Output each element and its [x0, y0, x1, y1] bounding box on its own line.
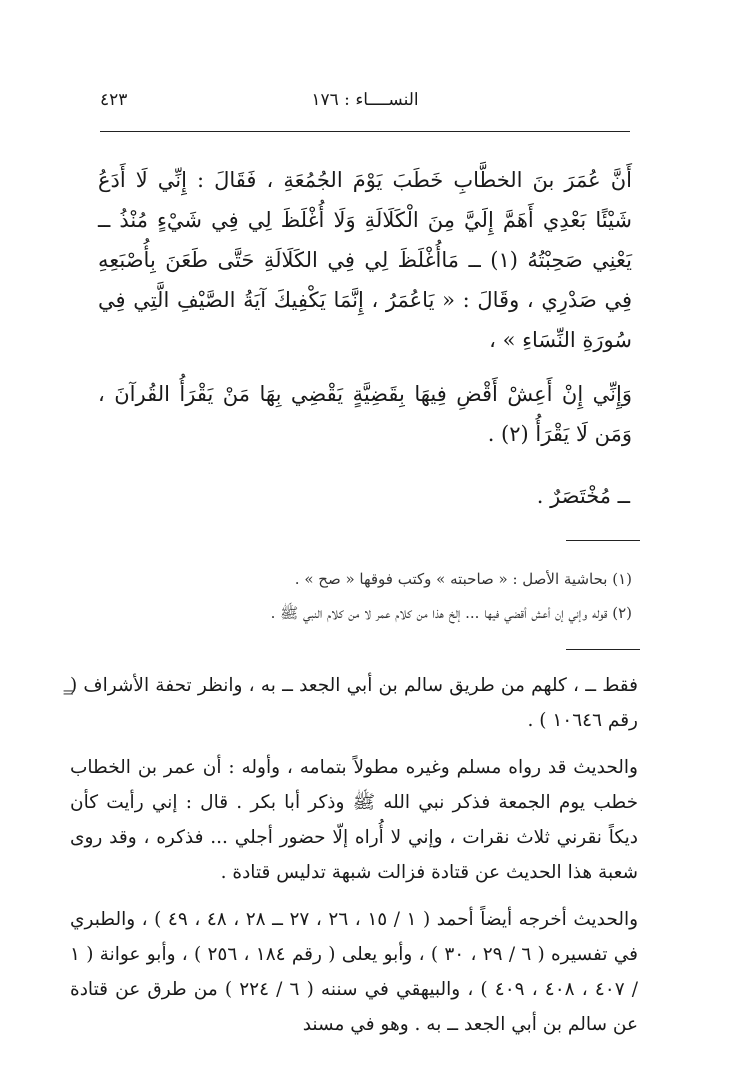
header-divider [100, 131, 630, 132]
commentary-divider [566, 649, 640, 650]
commentary [70, 668, 638, 1054]
footnotes [98, 562, 632, 630]
page-number: ٤٢٣ [100, 90, 128, 110]
hadith-paragraph: أَنَّ عُمَرَ بنَ الخطَّابِ خَطَبَ يَوْمَ الجُمُعَةِ ، فَقَالَ : إِنِّي لَا أَدَعُ شَيْئًا بَعْدِي أَهَمَّ إِلَيَّ مِنَ الْكَلَالَةِ وَلَا أُغْلَظَ لِي فِي شَيْءٍ مُنْذُ ــ يَعْنِي صَحِبْتُهُ (١) ــ مَاأُغْلَظَ لِي فِي الكَلَالَةِ حَتَّى طَعَنَ بِأُصْبَعِهِ فِي صَدْرِي ، وقَالَ : « يَاعُمَرُ ، إِنَّمَا يَكْفِيكَ آيَةُ الصَّيْفِ الَّتِي فِي سُورَةِ النِّسَاءِ » ، [98, 168, 632, 352]
hadith-grade: ــ مُخْتَصَرٌ . [536, 484, 630, 508]
hadith-paragraph: وَإِنِّي إِنْ أَعِشْ أَقْضِ فِيهَا بِقَضِيَّةٍ يَقْضِي بِهَا مَنْ يَقْرَأُ القُرآنَ ، وَمَن لَا يَقْرَأُ (٢) . [98, 382, 632, 446]
commentary-paragraph: والحديث قد رواه مسلم وغيره مطولاً بتمامه ، وأوله : أن عمر بن الخطاب خطب يوم الجمعة فذكر نبي الله ﷺ وذكر أبا بكر . قال : إني رأيت كأن ديكاً نقرني ثلاث نقرات ، وإني لا أُراه إلّا حضور أجلي ... فذكره ، وقد روى شعبة هذا الحديث عن قتادة فزالت شبهة تدليس قتادة . [70, 757, 638, 883]
running-header [100, 86, 630, 116]
footnote-2: (٢) قوله وإني إن أعش أقضي فيها ... إلخ هذا من كلام عمر لا من كلام النبي ﷺ . [270, 604, 632, 622]
footnote-1: (١) بحاشية الأصل : « صاحبته » وكتب فوقها « صح » . [294, 570, 632, 588]
commentary-paragraph: والحديث أخرجه أيضاً أحمد ( ١ / ١٥ ، ٢٦ ، ٢٧ ــ ٢٨ ، ٤٨ ، ٤٩ ) ، والطبري في تفسيره ( ٦ / ٢٩ ، ٣٠ ) ، وأبو يعلى ( رقم ١٨٤ ، ٢٥٦ ) ، وأبو عوانة ( ١ / ٤٠٧ ، ٤٠٨ ، ٤٠٩ ) ، والبيهقي في سننه ( ٦ / ٢٢٤ ) من طرق عن قتادة عن سالم بن أبي الجعد ــ به . وهو في مسند [70, 909, 639, 1035]
commentary-paragraph: فقط ــ ، كلهم من طريق سالم بن أبي الجعد ــ به ، وانظر تحفة الأشراف ( رقم ١٠٦٤٦ ) . [70, 675, 638, 731]
surah-verse-title: النســــاء : ١٧٦ [311, 90, 419, 110]
continuation-mark: = [62, 683, 73, 701]
footnote-divider [566, 540, 640, 541]
main-text [98, 160, 632, 468]
